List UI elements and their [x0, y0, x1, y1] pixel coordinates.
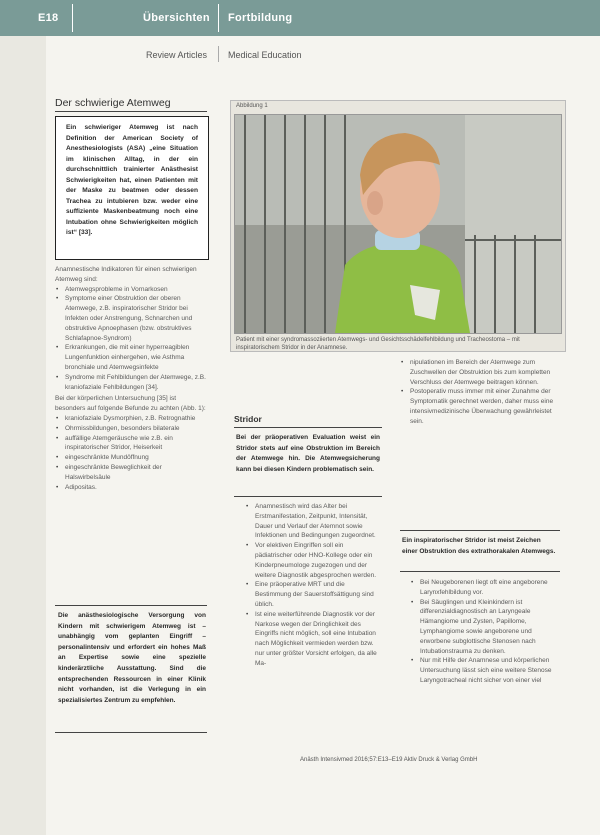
section-rule [55, 111, 207, 112]
subheader-divider [218, 46, 219, 62]
left-box2-text: Die anästhesiologische Versorgung von Kindern mit schwierigem Atemweg ist – unabhängig vom geplanten Eingriff – personalintensiv und erfordert ein hohes Maß an Expertise sowie eine spezielle kinderärztliche Ausstattung. Sind die entsprechenden Ressourcen in einer Klinik nicht vorhanden, ist die Verlegung in ein spezialisiertes Zentrum zu empfehlen. [58, 612, 206, 704]
list-item: • Syndrome mit Fehlbildungen der Atemwege, z.B. kraniofaziale Fehlbildungen [34]. [65, 373, 207, 393]
list-item: • eingeschränkte Mundöffnung [65, 453, 207, 463]
left-column [55, 265, 207, 492]
list-item: • nipulationen im Bereich der Atemwege zum Zuschwellen der Obstruktion bis zum kompletten Verschluss der Atemwege beitragen können. [410, 358, 560, 387]
list-item: • auffällige Atemgeräusche wie z.B. ein inspiratorischer Stridor, Heiserkeit [65, 434, 207, 454]
header-divider [218, 4, 219, 32]
right-list-top [400, 358, 560, 427]
subheader-left: Review Articles [146, 50, 208, 60]
section-title: Der schwierige Atemweg [55, 97, 171, 109]
definition-box [55, 116, 209, 260]
stridor-rule [234, 427, 382, 428]
right-box [402, 536, 558, 557]
right-column-bottom [410, 578, 560, 686]
list-item: • Ist eine weiterführende Diagnostik vor der Narkose wegen der Dringlichkeit des Eingriffs nicht möglich, soll eine Intubation nach Möglichkeit vermieden werden bzw. nur unter größter Vorsicht erfolgen, da alle Ma- [255, 610, 382, 669]
stridor-list [245, 502, 382, 669]
list-item: • Atemwegsprobleme in Vornarkosen [65, 285, 207, 295]
patient-photo-illustration [235, 115, 561, 333]
list-item: • Ohrmissbildungen, besonders bilaterale [65, 424, 207, 434]
right-box-bottom-rule [400, 571, 560, 572]
exam-list [55, 414, 207, 492]
list-item: • kraniofaziale Dysmorphien, z.B. Retrognathie [65, 414, 207, 424]
list-item: • Eine präoperative MRT und die Bestimmung der Sauerstoffsättigung sind üblich. [255, 580, 382, 609]
stridor-box-bottom-rule [234, 496, 382, 497]
right-list-bottom [410, 578, 560, 686]
list-item: • Bei Neugeborenen liegt oft eine angeborene Larynxfehlbildung vor. [420, 578, 560, 598]
list-item: • Nur mit Hilfe der Anamnese und körperlichen Untersuchung lässt sich eine weitere Stenose Laryngotracheal nicht sicher von einer viel [420, 656, 560, 685]
list-item: • Postoperativ muss immer mit einer Zunahme der Symptomatik gerechnet werden, daher muss eine intensivmedizinische Überwachung gewährleistet sein. [410, 387, 560, 426]
list-item: • Erkrankungen, die mit einer hyperreagiblen Lungenfunktion einhergehen, wie Asthma bronchiale und Atemwegsinfekte [65, 343, 207, 372]
left-intro: Anamnestische Indikatoren für einen schwierigen Atemweg sind: [55, 266, 197, 283]
box2-bottom-rule [55, 732, 207, 733]
page-number: E18 [38, 12, 59, 24]
figure-label: Abbildung 1 [236, 103, 268, 109]
definition-text: Ein schwieriger Atemweg ist nach Definition der American Society of Anesthesiologists (ASA) „eine Situation im klinischen Alltag, in der ein durchschnittlich trainierter Anästhesist Schwierigkeiten hat, einen Patienten mit der Maske zu beatmen oder dessen Trachea zu intubieren bzw. weder eine suffiziente Maskenbeatmung noch eine Intubation ohne Schwierigkeiten möglich ist“ [33]. [66, 124, 198, 236]
right-box-text: Ein inspiratorischer Stridor ist meist Zeichen einer Obstruktion des extrathorakalen Atemwegs. [402, 537, 556, 555]
list-item: • Anamnestisch wird das Alter bei Erstmanifestation, Zeitpunkt, Intensität, Dauer und Verlauf der Atemnot sowie Infektionen und Bedingungen zugeordnet. [255, 502, 382, 541]
list-item: • Bei Säuglingen und Kleinkindern ist differenzialdiagnostisch an Laryngeale Hämangiome und Zysten, Papillome, Lymphangiome sowie angeborene und erworbene subglottische Stenosen nach Intubationstrauma zu denken. [420, 598, 560, 657]
box2-top-rule [55, 605, 207, 606]
left-box2 [58, 611, 206, 706]
list-item: • eingeschränkte Beweglichkeit der Halswirbelsäule [65, 463, 207, 483]
header-divider [72, 4, 73, 32]
middle-column [245, 502, 382, 669]
right-column-top [400, 358, 560, 427]
list-item: • Vor elektiven Eingriffen soll ein pädiatrischer oder HNO-Kollege oder ein Kinderpneumologe zugezogen und der weitere Diagnostik abgesprochen werden. [255, 541, 382, 580]
stridor-box-text: Bei der präoperativen Evaluation weist ein Stridor stets auf eine Obstruktion im Bereich der Atemwege hin. Die Atemwegsicherung kann bei diesen Kindern problematisch sein. [236, 434, 380, 473]
header-section: Übersichten [143, 12, 210, 24]
right-box-top-rule [400, 530, 560, 531]
page-footer: Anästh Intensivmed 2016;57:E13–E19 Aktiv Druck & Verlag GmbH [300, 757, 478, 763]
subheader-right: Medical Education [228, 50, 302, 60]
patient-photo [234, 114, 562, 334]
header-category: Fortbildung [228, 12, 293, 24]
page-gutter [0, 0, 46, 835]
header-bar [0, 0, 600, 36]
figure-caption: Patient mit einer syndromassoziierten Atemwegs- und Gesichtsschädelfehlbildung und Tracheostoma – mit inspiratorischem Stridor in der Anamnese. [236, 337, 520, 351]
list-item: • Adipositas. [65, 483, 207, 493]
indicator-list [55, 285, 207, 393]
list-item: • Symptome einer Obstruktion der oberen Atemwege, z.B. inspiratorischer Stridor bei Infekten oder Anstrengung, Schnarchen und obstruktive Apnoephasen (bzw. obstruktives Schlafapnoe-Syndrom) [65, 294, 207, 343]
stridor-heading: Stridor [234, 414, 262, 424]
stridor-box [236, 433, 380, 475]
left-intro2: Bei der körperlichen Untersuchung [35] ist besonders auf folgende Befunde zu achten (Abb. 1): [55, 395, 206, 413]
